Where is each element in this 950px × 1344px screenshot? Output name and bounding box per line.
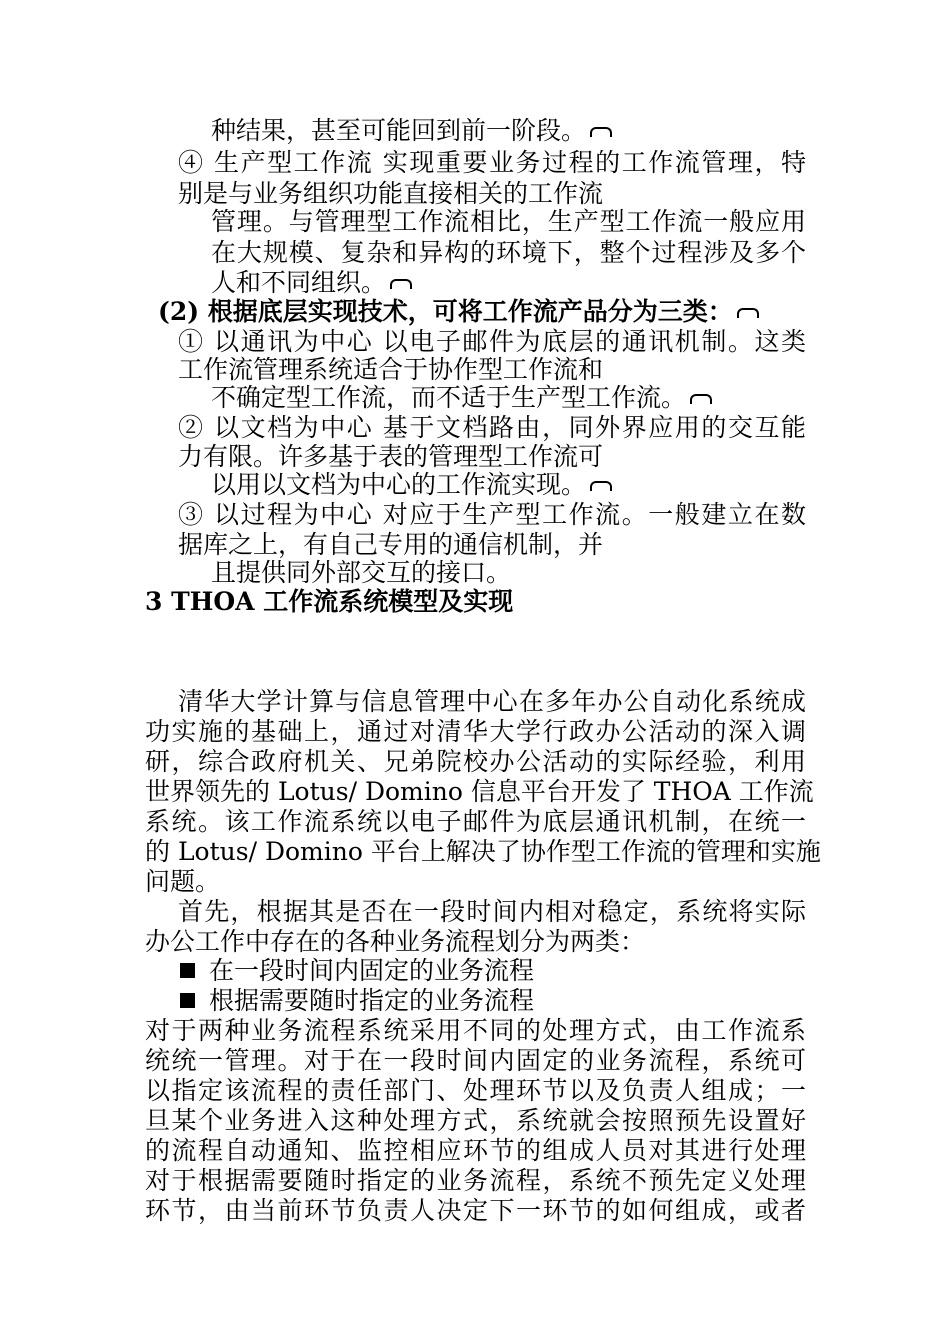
- text-line: 功实施的基础上，通过对清华大学行政办公活动的深入调: [145, 717, 806, 746]
- text-line: ③ 以过程为中心 对应于生产型工作流。一般建立在数: [178, 500, 806, 529]
- paragraph-mark-icon: [590, 481, 612, 491]
- text-line: 办公工作中存在的各种业务流程划分为两类：: [145, 927, 646, 956]
- text-line: 对于两种业务流程系统采用不同的处理方式，由工作流系: [145, 1016, 806, 1045]
- text-line: 对于根据需要随时指定的业务流程，系统不预先定义处理: [145, 1166, 806, 1195]
- text-line: 清华大学计算与信息管理中心在多年办公自动化系统成: [178, 687, 806, 716]
- text-span: 种结果，甚至可能回到前一阶段。: [211, 116, 587, 145]
- section-heading: 3 THOA 工作流系统模型及实现: [145, 587, 514, 616]
- text-line: 世界领先的 Lotus/ Domino 信息平台开发了 THOA 工作流: [145, 777, 814, 806]
- square-bullet-icon: [180, 993, 195, 1008]
- paragraph-mark-icon: [690, 394, 712, 404]
- text-line: 的 Lotus/ Domino 平台上解决了协作型工作流的管理和实施: [145, 837, 821, 866]
- bullet-item: [180, 985, 534, 1016]
- text-line: 首先，根据其是否在一段时间内相对稳定，系统将实际: [178, 897, 806, 926]
- text-line: ① 以通讯为中心 以电子邮件为底层的通讯机制。这类: [178, 327, 806, 356]
- text-span: 在一段时间内固定的业务流程: [209, 956, 535, 985]
- text-line: 统统一管理。对于在一段时间内固定的业务流程，系统可: [145, 1046, 806, 1075]
- text-line: 旦某个业务进入这种处理方式，系统就会按照预先设置好: [145, 1106, 806, 1135]
- text-line: 工作流管理系统适合于协作型工作流和: [178, 355, 604, 384]
- paragraph-mark-icon: [390, 279, 412, 289]
- text-span: 不确定型工作流，而不适于生产型工作流。: [211, 383, 687, 412]
- text-line: ④ 生产型工作流 实现重要业务过程的工作流管理，特: [178, 148, 806, 177]
- text-span: 根据需要随时指定的业务流程: [209, 986, 535, 1015]
- text-line: 问题。: [145, 867, 221, 896]
- text-line: 据库之上，有自己专用的通信机制，并: [178, 530, 604, 559]
- text-line: 研，综合政府机关、兄弟院校办公活动的实际经验，利用: [145, 747, 806, 776]
- text-line: 的流程自动通知、监控相应环节的组成人员对其进行处理: [145, 1136, 806, 1165]
- text-line: 力有限。许多基于表的管理型工作流可: [178, 442, 604, 471]
- paragraph-mark-icon: [737, 308, 759, 318]
- text-line: [211, 382, 712, 413]
- text-span: 人和不同组织。: [211, 268, 387, 297]
- square-bullet-icon: [180, 963, 195, 978]
- text-line: 以指定该流程的责任部门、处理环节以及负责人组成；一: [145, 1076, 806, 1105]
- paragraph-mark-icon: [590, 127, 612, 137]
- text-line: ② 以文档为中心 基于文档路由，同外界应用的交互能: [178, 413, 806, 442]
- text-line: [211, 115, 612, 146]
- text-line: 在大规模、复杂和异构的环境下，整个过程涉及多个: [211, 238, 806, 267]
- bullet-item: [180, 955, 534, 986]
- text-line: [211, 267, 412, 298]
- list-heading: [158, 296, 759, 327]
- text-span: 以用以文档为中心的工作流实现。: [211, 470, 587, 499]
- text-line: 管理。与管理型工作流相比，生产型工作流一般应用: [211, 207, 806, 236]
- text-line: 别是与业务组织功能直接相关的工作流: [178, 179, 604, 208]
- text-span: (2) 根据底层实现技术，可将工作流产品分为三类：: [158, 297, 733, 326]
- text-line: [211, 469, 612, 500]
- text-line: 环节，由当前环节负责人决定下一环节的如何组成，或者: [145, 1196, 806, 1225]
- text-line: 系统。该工作流系统以电子邮件为底层通讯机制，在统一: [145, 807, 806, 836]
- text-line: 且提供同外部交互的接口。: [211, 558, 512, 587]
